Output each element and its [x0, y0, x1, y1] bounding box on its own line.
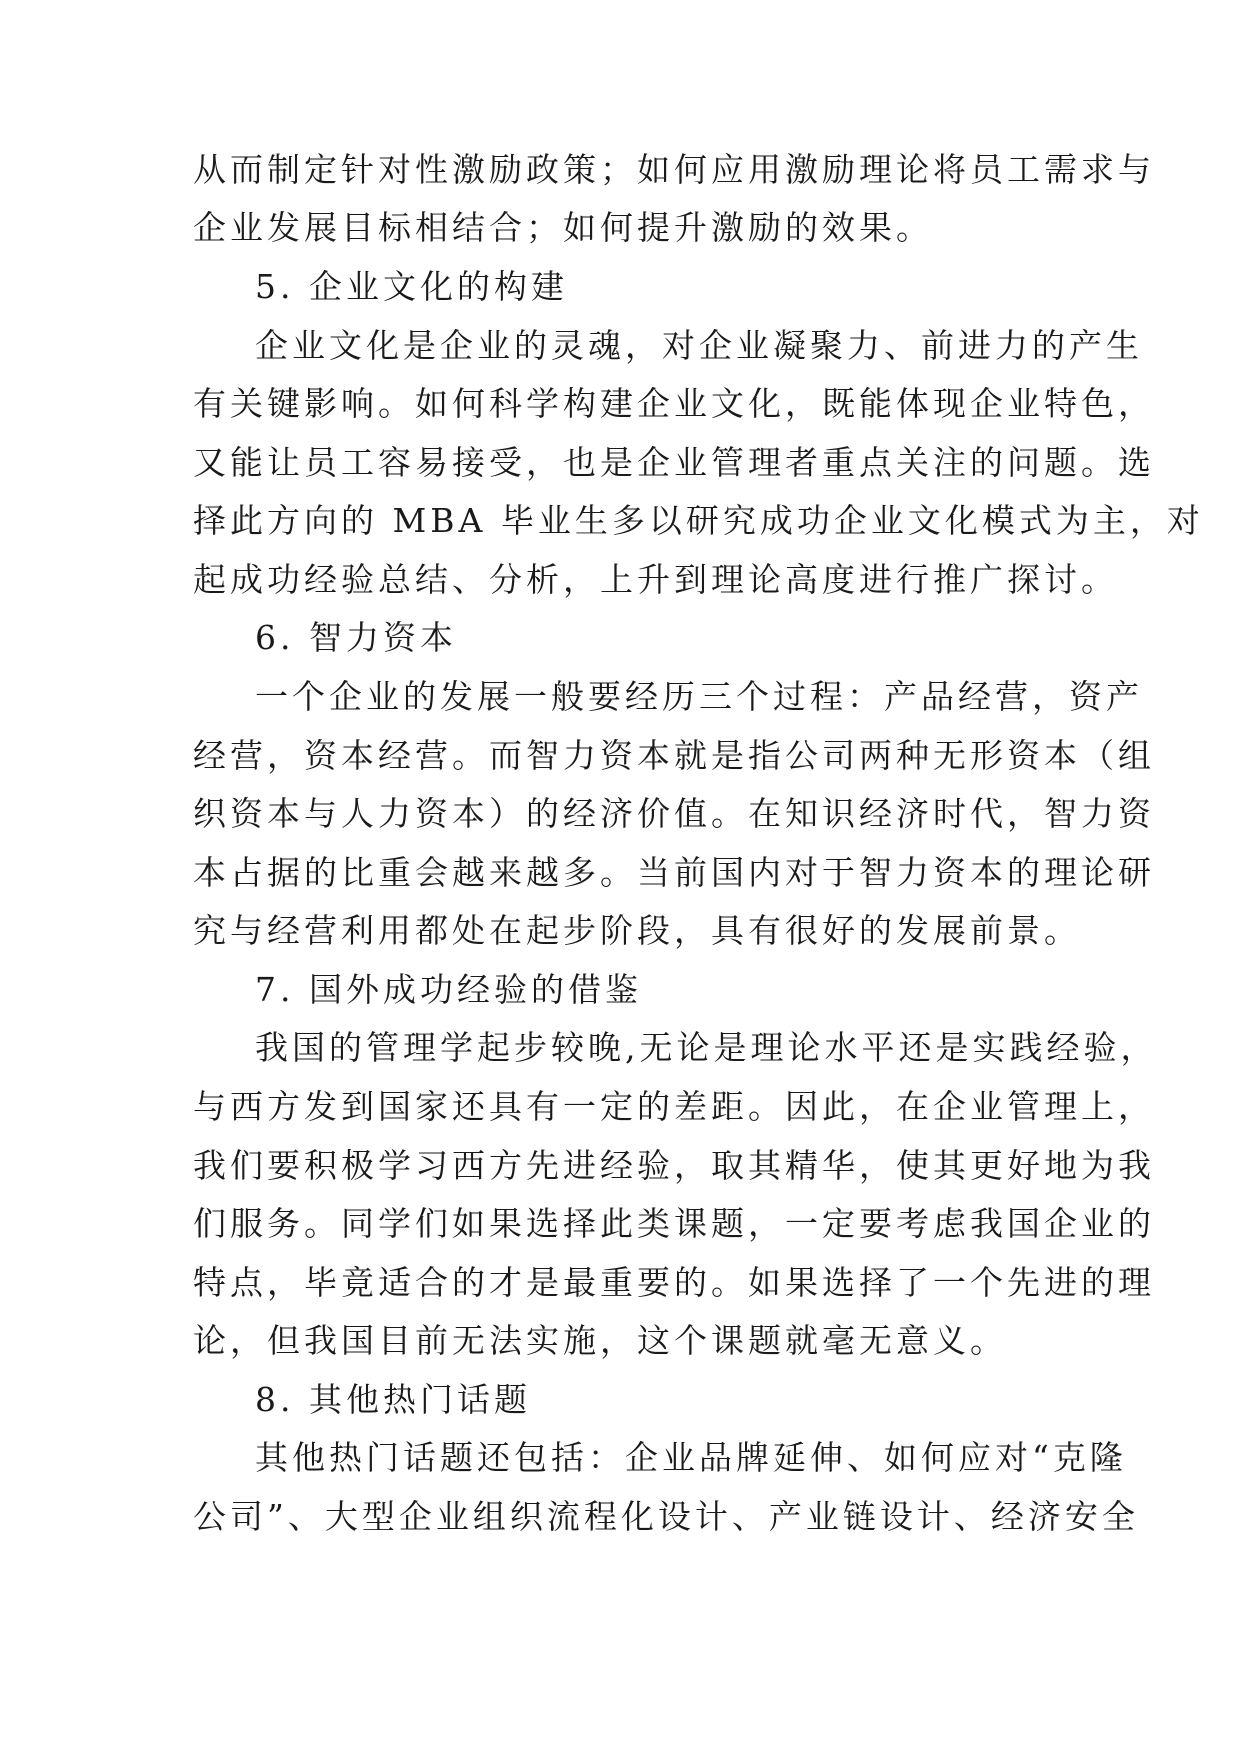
body-text-line: 特点，毕竟适合的才是最重要的。如果选择了一个先进的理	[193, 1263, 1155, 1302]
paragraph-first-line: 其他热门话题还包括：企业品牌延伸、如何应对“克隆	[255, 1438, 1127, 1477]
body-text-line: 本占据的比重会越来越多。当前国内对于智力资本的理论研	[193, 853, 1155, 892]
body-text-line: 又能让员工容易接受，也是企业管理者重点关注的问题。选	[193, 443, 1155, 482]
section-heading: 7. 国外成功经验的借鉴	[255, 970, 642, 1009]
section-heading: 6. 智力资本	[255, 618, 457, 657]
section-heading: 8. 其他热门话题	[255, 1380, 531, 1419]
body-text-line: 公司”、大型企业组织流程化设计、产业链设计、经济安全	[193, 1497, 1139, 1536]
body-text-line: 究与经营利用都处在起步阶段，具有很好的发展前景。	[193, 911, 1081, 950]
paragraph-first-line: 我国的管理学起步较晚,无论是理论水平还是实践经验，	[255, 1028, 1158, 1067]
paragraph-first-line: 一个企业的发展一般要经历三个过程：产品经营，资产	[255, 677, 1143, 716]
body-text-line: 择此方向的 MBA 毕业生多以研究成功企业文化模式为主，对	[193, 501, 1204, 540]
paragraph-first-line: 企业文化是企业的灵魂，对企业凝聚力、前进力的产生	[255, 326, 1143, 365]
body-text-line: 我们要积极学习西方先进经验，取其精华，使其更好地为我	[193, 1146, 1155, 1185]
body-text-line: 经营，资本经营。而智力资本就是指公司两种无形资本（组	[193, 736, 1155, 775]
body-text-line: 有关键影响。如何科学构建企业文化，既能体现企业特色，	[193, 384, 1155, 423]
body-text-line: 企业发展目标相结合；如何提升激励的效果。	[193, 208, 933, 247]
body-text-line: 起成功经验总结、分析，上升到理论高度进行推广探讨。	[193, 560, 1118, 599]
body-text-line: 织资本与人力资本）的经济价值。在知识经济时代，智力资	[193, 794, 1155, 833]
body-text-line: 与西方发到国家还具有一定的差距。因此，在企业管理上，	[193, 1087, 1155, 1126]
body-text-line: 从而制定针对性激励政策；如何应用激励理论将员工需求与	[193, 150, 1155, 189]
body-text-line: 们服务。同学们如果选择此类课题，一定要考虑我国企业的	[193, 1204, 1155, 1243]
body-text-line: 论，但我国目前无法实施，这个课题就毫无意义。	[193, 1321, 1007, 1360]
section-heading: 5. 企业文化的构建	[255, 267, 568, 306]
